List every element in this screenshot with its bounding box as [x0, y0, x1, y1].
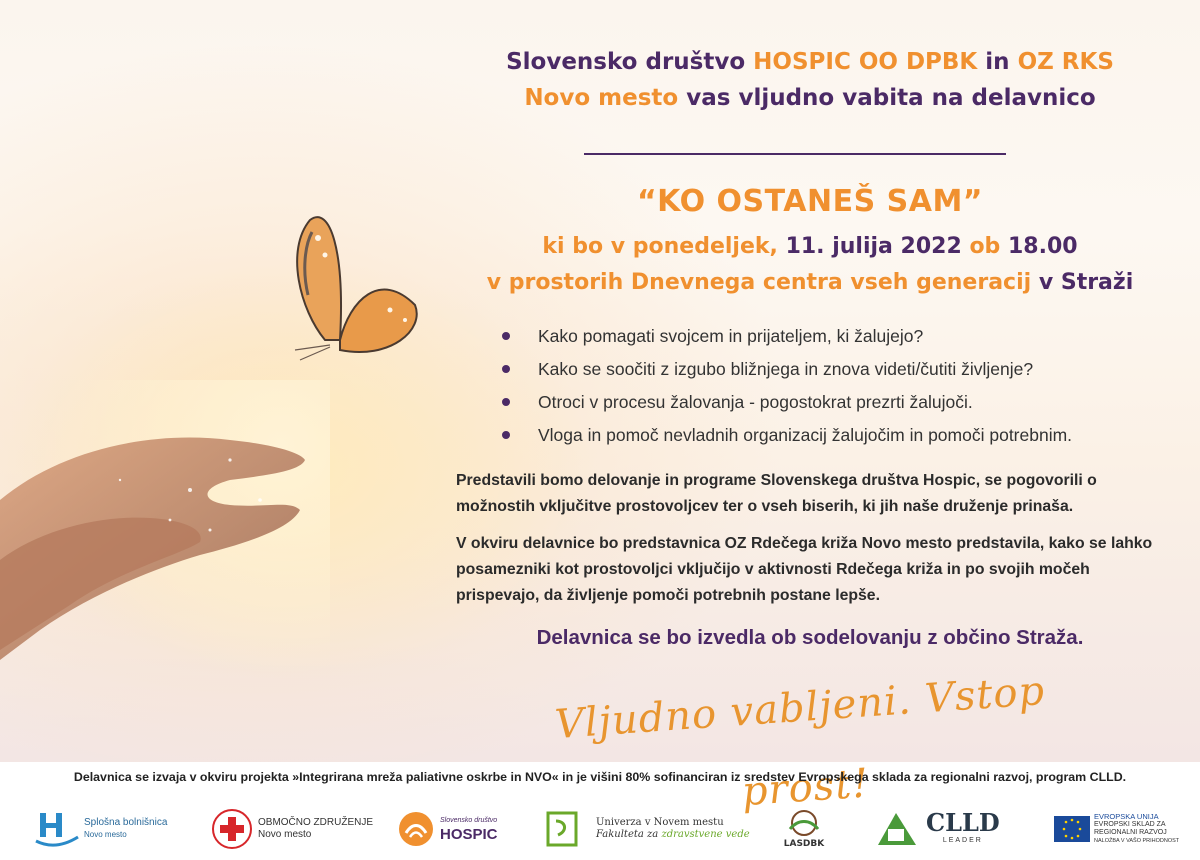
logo-label: EVROPSKA UNIJA [1094, 812, 1159, 821]
header-and: in [985, 49, 1010, 75]
logo-las [782, 798, 826, 860]
header-hospic: HOSPIC OO DPBK [753, 49, 978, 75]
handwritten-signature: Vljudno vabljeni. Vstop prost! [553, 667, 1047, 816]
list-item: Otroci v procesu žalovanja - pogostokrat prezrti žalujoči. [496, 386, 1072, 419]
funding-note: Delavnica se izvaja v okviru projekta »Integrirana mreža paliativne oskrbe in NVO« in je višini 80% sofinanciran iz sredstev Evropskega sklada za regionalni razvoj, program CLLD. [73, 770, 1127, 784]
logo-label: EVROPSKI SKLAD ZA [1094, 821, 1166, 828]
event-title: “KO OSTANEŠ SAM” [636, 184, 984, 219]
red-cross-icon [210, 807, 254, 851]
logo-label: Novo mesto [258, 829, 312, 840]
logo-label: NALOŽBA V VAŠO PRIHODNOST [1094, 838, 1180, 844]
logo-red-cross [210, 798, 373, 860]
header-oz-rks: OZ RKS [1017, 49, 1114, 75]
event-location [440, 270, 1180, 295]
paragraph-red-cross: V okviru delavnice bo predstavnica OZ Rdečega križa Novo mesto predstavila, kako se lahko posamezniki kot prostovoljci vključijo v aktivnosti Rdečega križa in po svojih močeh prispevajo, da življenje pomoči potrebnih postane lepše. [456, 535, 1153, 604]
list-item: Kako pomagati svojcem in prijateljem, ki žalujejo? [496, 320, 1072, 353]
logo-label: OBMOČNO ZDRUŽENJE [258, 817, 373, 828]
logo-label: zdravstvene vede [661, 829, 750, 840]
logo-label: Splošna bolnišnica [84, 817, 168, 828]
paragraph-hospic: Predstavili bomo delovanje in programe Slovenskega društva Hospic, se pogovorili o možnostih vključitve prostovoljcev ter o vseh biserih, ki jih naše druženje prinaša. [456, 472, 1097, 515]
butterfly-illustration [230, 210, 430, 410]
logo-label: CLLD [926, 808, 1000, 837]
header-invite: vas vljudno vabita na delavnico [686, 85, 1096, 111]
logo-label: HOSPIC [440, 826, 498, 843]
logo-university [544, 798, 750, 860]
logo-eu [1054, 798, 1179, 860]
header-society: Slovensko društvo [506, 49, 746, 75]
logo-general-hospital [34, 798, 167, 860]
logo-label: LEADER [942, 837, 983, 844]
clld-icon [872, 807, 922, 851]
partner-logos [0, 798, 1200, 860]
event-at: ob [969, 234, 1001, 259]
logo-clld [872, 798, 1000, 860]
event-datetime [440, 234, 1180, 259]
event-town: v Straži [1038, 270, 1134, 295]
event-time: 18.00 [1007, 234, 1078, 259]
logo-label: Novo mesto [84, 830, 127, 839]
las-icon [782, 809, 826, 839]
event-venue: v prostorih Dnevnega centra vseh generacij [486, 270, 1032, 295]
logo-label: LASDBK [783, 839, 825, 849]
event-day: ki bo v ponedeljek, [542, 234, 778, 259]
open-hands-illustration [0, 380, 330, 710]
logo-label: Univerza v Novem mestu [596, 817, 724, 828]
closing-note: Delavnica se bo izvedla ob sodelovanju z občino Straža. [536, 626, 1084, 649]
divider-line [584, 153, 1006, 155]
topic-list [496, 320, 1072, 452]
logo-label: REGIONALNI RAZVOJ [1094, 829, 1167, 836]
university-icon [544, 809, 582, 849]
list-item: Vloga in pomoč nevladnih organizacij žalujočim in pomoči potrebnim. [496, 419, 1072, 452]
logo-hospic [396, 798, 498, 860]
hospital-icon [34, 809, 80, 849]
logo-label: Slovensko društvo [440, 817, 498, 824]
event-date: 11. julija 2022 [785, 234, 962, 259]
logo-label: Fakulteta za [596, 829, 659, 840]
header-city: Novo mesto [524, 85, 679, 111]
hospic-icon [396, 809, 436, 849]
list-item: Kako se soočiti z izgubo bližnjega in znova videti/čutiti življenje? [496, 353, 1072, 386]
invitation-header [440, 44, 1180, 116]
eu-flag-icon [1054, 816, 1090, 842]
